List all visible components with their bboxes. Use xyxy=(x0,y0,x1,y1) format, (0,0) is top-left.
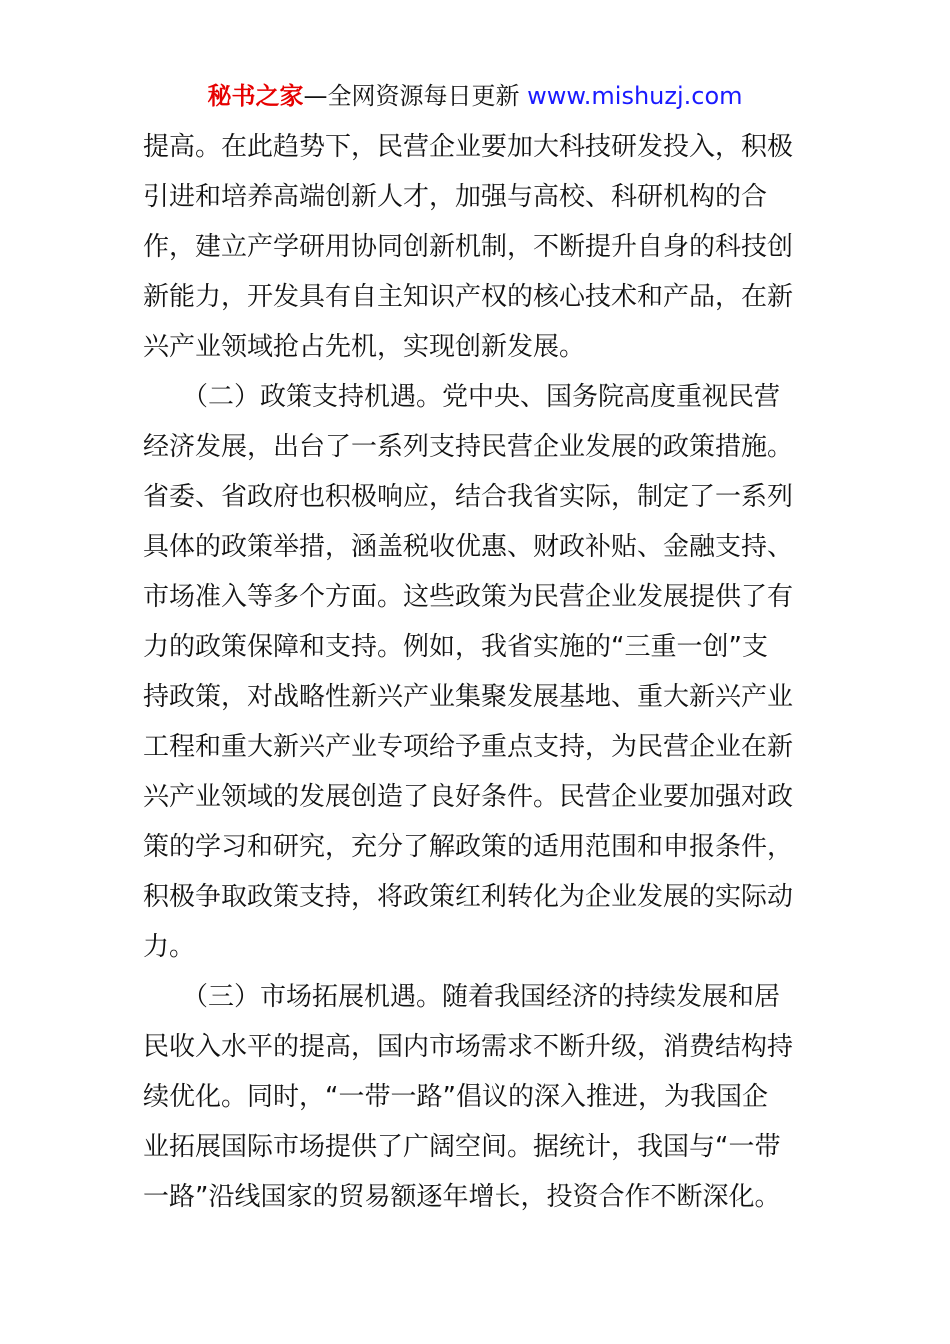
text-line: 具体的政策举措，涵盖税收优惠、财政补贴、金融支持、 xyxy=(143,532,794,562)
text-line: 引进和培养高端创新人才，加强与高校、科研机构的合 xyxy=(143,182,768,212)
text-line: 积极争取政策支持，将政策红利转化为企业发展的实际动 xyxy=(143,882,794,912)
text-line: 力的政策保障和支持。例如，我省实施的“三重一创”支 xyxy=(143,632,768,662)
brand-tagline: —全网资源每日更新 xyxy=(303,82,528,110)
document-body xyxy=(143,122,815,1222)
text-line: 力。 xyxy=(143,932,196,962)
text-line: 经济发展，出台了一系列支持民营企业发展的政策措施。 xyxy=(143,432,794,462)
text-line: 兴产业领域抢占先机，实现创新发展。 xyxy=(143,332,586,362)
text-line: 作，建立产学研用协同创新机制，不断提升自身的科技创 xyxy=(143,232,794,262)
text-line: 业拓展国际市场提供了广阔空间。据统计，我国与“一带 xyxy=(143,1132,781,1162)
text-line: 民收入水平的提高，国内市场需求不断升级，消费结构持 xyxy=(143,1032,794,1062)
site-url[interactable]: www.mishuzj.com xyxy=(527,82,743,110)
text-line: 续优化。同时，“一带一路”倡议的深入推进，为我国企 xyxy=(143,1082,768,1112)
text-line: 新能力，开发具有自主知识产权的核心技术和产品，在新 xyxy=(143,282,794,312)
text-line: 一路”沿线国家的贸易额逐年增长，投资合作不断深化。 xyxy=(143,1182,781,1212)
text-line: 持政策，对战略性新兴产业集聚发展基地、重大新兴产业 xyxy=(143,682,794,712)
text-line: 省委、省政府也积极响应，结合我省实际，制定了一系列 xyxy=(143,482,794,512)
text-line: （三）市场拓展机遇。随着我国经济的持续发展和居 xyxy=(143,982,781,1012)
text-line: 市场准入等多个方面。这些政策为民营企业发展提供了有 xyxy=(143,582,794,612)
brand-name: 秘书之家 xyxy=(207,82,304,110)
text-line: （二）政策支持机遇。党中央、国务院高度重视民营 xyxy=(143,382,781,412)
text-line: 工程和重大新兴产业专项给予重点支持，为民营企业在新 xyxy=(143,732,794,762)
text-line: 兴产业领域的发展创造了良好条件。民营企业要加强对政 xyxy=(143,782,794,812)
text-line: 策的学习和研究，充分了解政策的适用范围和申报条件， xyxy=(143,832,794,862)
text-line: 提高。在此趋势下，民营企业要加大科技研发投入，积极 xyxy=(143,132,794,162)
site-watermark-header xyxy=(0,80,950,112)
